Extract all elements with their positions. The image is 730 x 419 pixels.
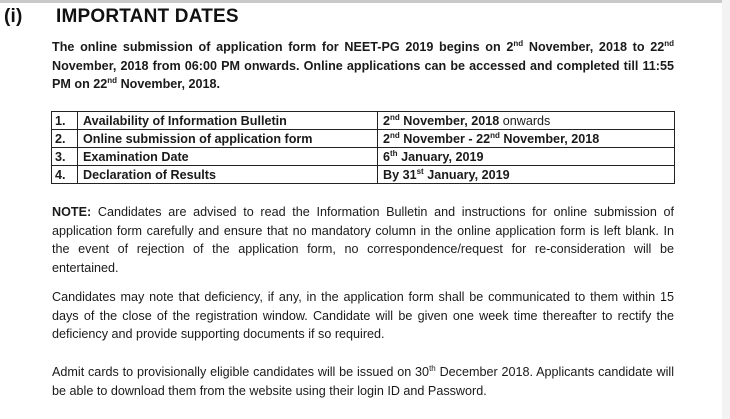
admit-text-2: December 2018. Applicants candidate will be able to download them from the website using their login ID and Password.: [52, 365, 674, 398]
section-number: (i): [4, 6, 23, 27]
row-date: 2nd November - 22nd November, 2018: [378, 130, 675, 148]
intro-paragraph: [52, 38, 674, 94]
deficiency-paragraph: [52, 288, 674, 344]
intro-sup-2: nd: [664, 39, 674, 48]
deficiency-text: Candidates may note that deficiency, if any, in the application form shall be communicated to them within 15 days of the close of the registration window. Candidate will be given one week time thereafter to rectify the deficiency and provide supporting documents if so required.: [52, 290, 674, 341]
row-number: 2.: [52, 130, 78, 148]
row-event: Examination Date: [78, 148, 378, 166]
section-heading: [4, 6, 239, 28]
table-row: [52, 112, 675, 130]
row-event: Online submission of application form: [78, 130, 378, 148]
admit-card-paragraph: [52, 363, 674, 400]
note-text: Candidates are advised to read the Information Bulletin and instructions for online submission of application form carefully and ensure that no mandatory column in the online application form is left blank. In the event of rejection of the application form, no correspondence/request for re-consideration will be entertained.: [52, 205, 674, 275]
scrollbar-track[interactable]: [722, 0, 730, 419]
row-date: 2nd November, 2018 onwards: [378, 112, 675, 130]
admit-text-1: Admit cards to provisionally eligible candidates will be issued on 30: [52, 365, 430, 379]
admit-sup-1: th: [429, 364, 436, 373]
intro-text-1: The online submission of application form for NEET-PG 2019 begins on 2: [52, 40, 514, 54]
row-date: By 31st January, 2019: [378, 166, 675, 184]
intro-sup-3: nd: [107, 76, 118, 85]
important-dates-table: [51, 111, 675, 184]
row-date: 6th January, 2019: [378, 148, 675, 166]
intro-sup-1: nd: [513, 39, 524, 48]
note-paragraph: [52, 203, 674, 277]
row-number: 3.: [52, 148, 78, 166]
row-number: 4.: [52, 166, 78, 184]
row-number: 1.: [52, 112, 78, 130]
note-label: NOTE:: [52, 205, 92, 219]
section-title: IMPORTANT DATES: [56, 6, 239, 27]
table-row: [52, 166, 675, 184]
intro-text-4: November, 2018.: [117, 77, 220, 91]
table-row: [52, 148, 675, 166]
table-row: [52, 130, 675, 148]
intro-text-3: November, 2018 from 06:00 PM onwards. Online applications can be accessed and completed till 11:55 PM on 22: [52, 58, 674, 91]
row-event: Declaration of Results: [78, 166, 378, 184]
page-top-border: [0, 0, 730, 3]
intro-text-2: November, 2018 to 22: [523, 40, 665, 54]
row-event: Availability of Information Bulletin: [78, 112, 378, 130]
